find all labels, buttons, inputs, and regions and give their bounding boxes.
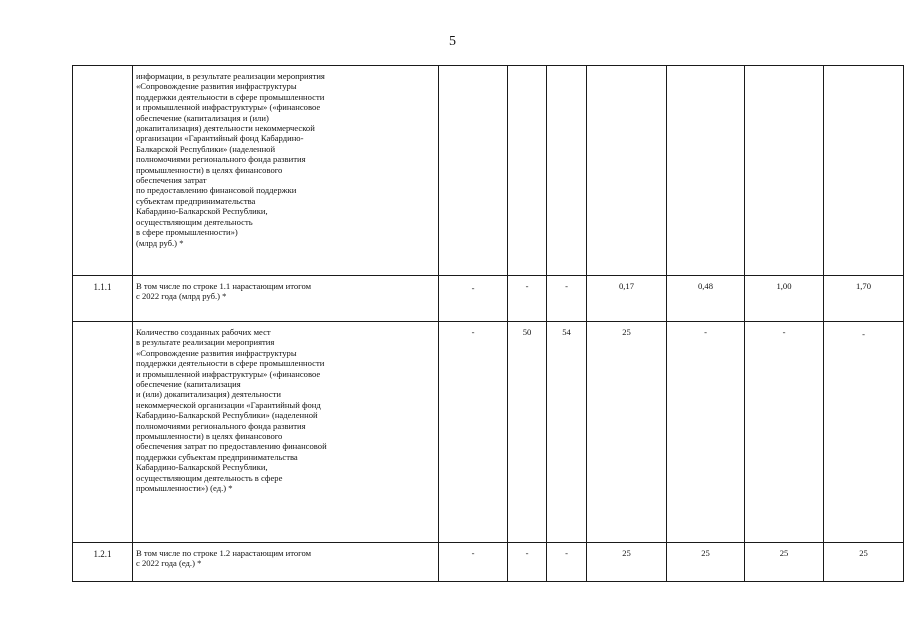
value-cell: - xyxy=(547,276,587,322)
value-cell: 54 xyxy=(547,322,587,543)
page-number: 5 xyxy=(449,34,456,49)
value-cell: - xyxy=(745,322,824,543)
value-cell: - xyxy=(439,543,508,582)
value-cell xyxy=(824,322,904,543)
table-row xyxy=(73,543,904,582)
value-cell: 0,17 xyxy=(587,276,667,322)
value-cell xyxy=(439,276,508,322)
table-row xyxy=(73,322,904,543)
value-text: - xyxy=(471,283,475,293)
row-number-cell xyxy=(73,322,133,543)
value-cell: 25 xyxy=(667,543,745,582)
row-description-cell: В том числе по строке 1.1 нарастающим итогом с 2022 года (млрд руб.) * xyxy=(133,276,439,322)
table-row xyxy=(73,66,904,276)
row-number-cell: 1.2.1 xyxy=(73,543,133,582)
value-cell: 25 xyxy=(587,543,667,582)
value-cell: 1,70 xyxy=(824,276,904,322)
row-description-cell: информации, в результате реализации мероприятия «Сопровождение развития инфраструктуры поддержки деятельности в сфере промышленности и промышленной инфраструктуры» («финансовое обеспечение (капитализация и (или) докапитализация) деятельности некоммерческой организации «Гарантийный фонд Кабардино- Балкарской Республики» (наделенной полномочиями регионального фонда развития промышленности) в целях финансового обеспечения затрат по предоставлению финансовой поддержки субъектам предпринимательства Кабардино-Балкарской Республики, осуществляющим деятельность в сфере промышленности») (млрд руб.) * xyxy=(133,66,439,276)
value-cell: 50 xyxy=(508,322,547,543)
value-cell xyxy=(667,66,745,276)
row-description-cell: Количество созданных рабочих мест в результате реализации мероприятия «Сопровождение развития инфраструктуры поддержки деятельности в сфере промышленности и промышленной инфраструктуры» («финансовое обеспечение (капитализация и (или) докапитализация) деятельности некоммерческой организации «Гарантийный фонд Кабардино-Балкарской Республики» (наделенной полномочиями регионального фонда развития промышленности) в целях финансового обеспечения затрат по предоставлению финансовой поддержки субъектам предпринимательства Кабардино-Балкарской Республики, осуществляющим деятельность в сфере промышленности») (ед.) * xyxy=(133,322,439,543)
value-cell xyxy=(547,66,587,276)
value-cell: 25 xyxy=(824,543,904,582)
row-number-cell xyxy=(73,66,133,276)
value-cell: - xyxy=(439,322,508,543)
value-cell: - xyxy=(667,322,745,543)
value-cell: 25 xyxy=(587,322,667,543)
value-cell xyxy=(508,66,547,276)
table-row xyxy=(73,276,904,322)
value-cell: 0,48 xyxy=(667,276,745,322)
value-text: - xyxy=(862,329,865,339)
row-description-cell: В том числе по строке 1.2 нарастающим итогом с 2022 года (ед.) * xyxy=(133,543,439,582)
indicator-table xyxy=(72,65,904,582)
value-cell xyxy=(824,66,904,276)
value-cell xyxy=(439,66,508,276)
value-cell: - xyxy=(508,543,547,582)
value-cell: 25 xyxy=(745,543,824,582)
value-cell: - xyxy=(508,276,547,322)
value-cell xyxy=(587,66,667,276)
value-cell: - xyxy=(547,543,587,582)
value-cell: 1,00 xyxy=(745,276,824,322)
value-cell xyxy=(745,66,824,276)
row-number-cell: 1.1.1 xyxy=(73,276,133,322)
